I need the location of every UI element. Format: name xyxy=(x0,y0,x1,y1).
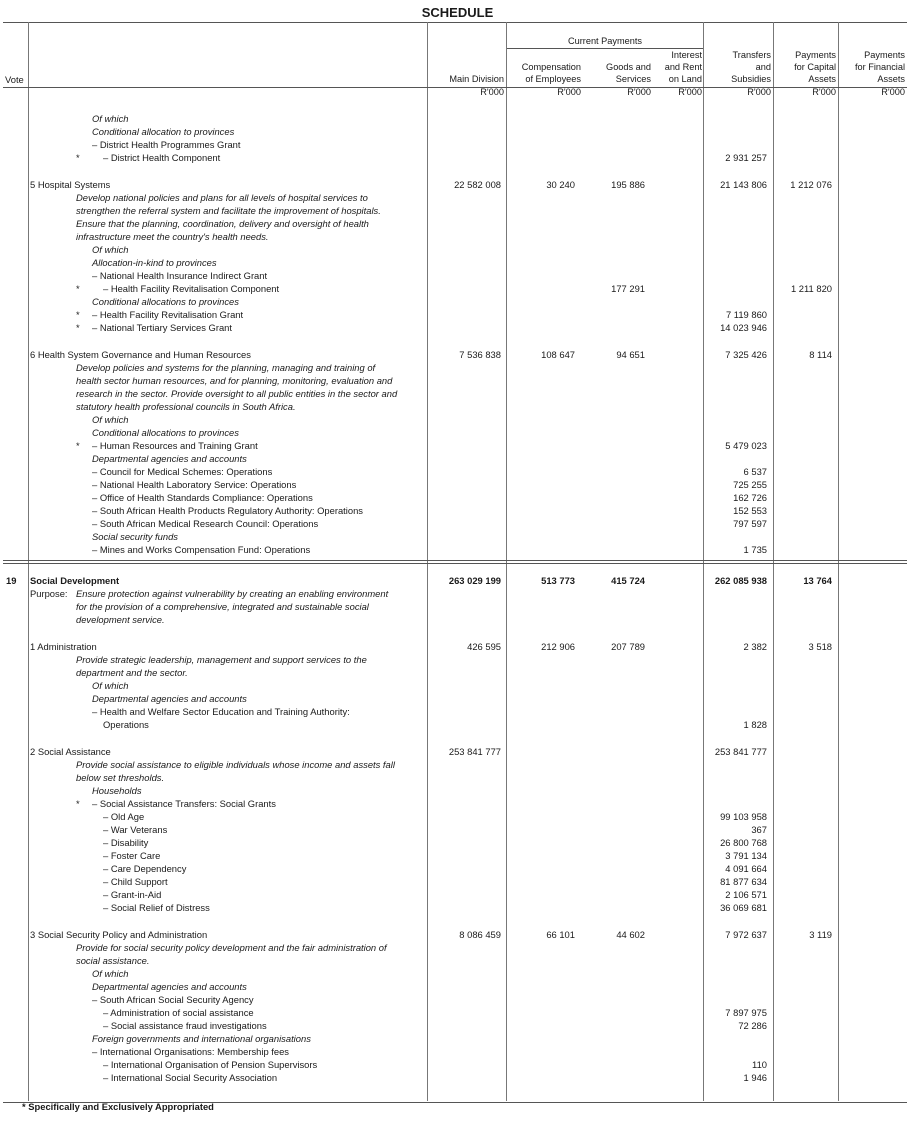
amount-transfers: 14 023 946 xyxy=(720,322,767,333)
line-item-label: – South African Health Products Regulatory Authority: Operations xyxy=(92,505,363,516)
header-interest: Interest xyxy=(671,50,702,60)
line-item-label: – War Veterans xyxy=(103,824,168,835)
amount-main: 8 086 459 xyxy=(459,929,501,940)
amount-goods: 195 886 xyxy=(611,179,645,190)
amount-main: 22 582 008 xyxy=(454,179,501,190)
line-item-label: – Disability xyxy=(103,837,149,848)
vote-title: Social Development xyxy=(30,575,120,586)
amount-transfers: 7 972 637 xyxy=(725,929,767,940)
line-item-label: – Health and Welfare Sector Education and Training Authority: xyxy=(92,706,350,717)
amount-goods: 207 789 xyxy=(611,641,645,652)
line-item-label: Of which xyxy=(92,113,129,124)
amount-goods: 94 651 xyxy=(616,349,645,360)
line-item-label: Ensure that the planning, coordination, delivery and oversight of health xyxy=(76,218,369,229)
amount-transfers: 6 537 xyxy=(743,466,767,477)
purpose-label: Purpose: xyxy=(30,588,68,599)
header-vote: Vote xyxy=(5,74,24,85)
header-capital: Assets xyxy=(808,74,836,84)
amount-goods: 44 602 xyxy=(616,929,645,940)
line-item-label: Allocation-in-kind to provinces xyxy=(92,257,217,268)
amount-transfers: 1 735 xyxy=(743,544,767,555)
line-item-label: strengthen the referral system and facilitate the improvement of hospitals. xyxy=(76,205,381,216)
line-item-label: – International Social Security Association xyxy=(103,1072,278,1083)
header-interest: and Rent xyxy=(664,62,702,72)
line-item-label: – National Tertiary Services Grant xyxy=(92,322,232,333)
line-item-label: infrastructure meet the country's health needs. xyxy=(76,231,269,242)
amount-transfers: 7 325 426 xyxy=(725,349,767,360)
appropriation-marker: * xyxy=(76,798,80,809)
unit-label: R'000 xyxy=(627,87,651,97)
amount-transfers: 253 841 777 xyxy=(714,746,767,757)
column-divider xyxy=(838,22,839,1101)
line-item-label: for the provision of a comprehensive, integrated and sustainable social xyxy=(76,601,369,612)
line-item-label: – Health Facility Revitalisation Component xyxy=(103,283,280,294)
line-item-label: Conditional allocations to provinces xyxy=(92,296,239,307)
line-item-label: – South African Social Security Agency xyxy=(92,994,254,1005)
line-item-label: – International Organisation of Pension Supervisors xyxy=(103,1059,318,1070)
line-item-label: Develop policies and systems for the planning, managing and training of xyxy=(76,362,376,373)
amount-transfers: 162 726 xyxy=(733,492,767,503)
line-item-label: statutory health professional councils in South Africa. xyxy=(76,401,296,412)
header-transfers: Subsidies xyxy=(731,74,771,84)
line-item-label: – Social Relief of Distress xyxy=(103,902,210,913)
line-item-label: – Mines and Works Compensation Fund: Operations xyxy=(92,544,311,555)
header-compensation: of Employees xyxy=(525,74,581,84)
amount-capital: 1 211 820 xyxy=(790,283,832,294)
header-financial: Assets xyxy=(877,74,905,84)
line-item-label: Departmental agencies and accounts xyxy=(92,693,247,704)
amount-transfers: 21 143 806 xyxy=(720,179,767,190)
amount-transfers: 797 597 xyxy=(733,518,767,529)
line-item-label: Of which xyxy=(92,414,129,425)
line-item-label: – International Organisations: Membership fees xyxy=(92,1046,289,1057)
line-item-label: – Council for Medical Schemes: Operations xyxy=(92,466,273,477)
line-item-label: – Child Support xyxy=(103,876,168,887)
line-item-label: – Administration of social assistance xyxy=(103,1007,254,1018)
line-item-label: health sector human resources, and for planning, monitoring, evaluation and xyxy=(76,375,393,386)
unit-label: R'000 xyxy=(812,87,836,97)
line-item-label: – Social assistance fraud investigations xyxy=(103,1020,267,1031)
line-item-label: – Old Age xyxy=(103,811,145,822)
line-item-label: Departmental agencies and accounts xyxy=(92,453,247,464)
amount-comp: 212 906 xyxy=(541,641,575,652)
amount-transfers: 99 103 958 xyxy=(720,811,767,822)
amount-transfers: 2 106 571 xyxy=(725,889,767,900)
unit-label: R'000 xyxy=(480,87,504,97)
amount-transfers: 81 877 634 xyxy=(720,876,767,887)
line-item-label: below set thresholds. xyxy=(76,772,165,783)
amount-transfers: 3 791 134 xyxy=(725,850,767,861)
line-item-label: department and the sector. xyxy=(76,667,188,678)
amount-transfers: 2 382 xyxy=(743,641,767,652)
line-item-label: Foreign governments and international organisations xyxy=(92,1033,311,1044)
line-item-label: – South African Medical Research Council: Operations xyxy=(92,518,319,529)
line-item-label: – Grant-in-Aid xyxy=(103,889,162,900)
line-item-label: – Social Assistance Transfers: Social Grants xyxy=(92,798,276,809)
section-divider xyxy=(3,560,907,561)
amount-transfers: 725 255 xyxy=(733,479,767,490)
programme-title: 3 Social Security Policy and Administration xyxy=(30,929,208,940)
appropriation-marker: * xyxy=(76,440,80,451)
line-item-label: Operations xyxy=(103,719,149,730)
line-item-label: Provide for social security policy development and the fair administration of xyxy=(76,942,387,953)
header-compensation: Compensation xyxy=(521,62,581,72)
line-item-label: Provide social assistance to eligible individuals whose income and assets fall xyxy=(76,759,395,770)
line-item-label: – District Health Programmes Grant xyxy=(92,139,241,150)
section-divider xyxy=(3,563,907,564)
line-item-label: Conditional allocation to provinces xyxy=(92,126,235,137)
header-main-division: Main Division xyxy=(449,74,504,84)
appropriation-marker: * xyxy=(76,283,80,294)
amount-transfers: 26 800 768 xyxy=(720,837,767,848)
amount-capital: 13 764 xyxy=(803,575,832,586)
programme-title: 6 Health System Governance and Human Resources xyxy=(30,349,251,360)
header-current-payments: Current Payments xyxy=(567,36,643,46)
header-capital: Payments xyxy=(795,50,836,60)
amount-transfers: 1 828 xyxy=(743,719,767,730)
line-item-label: Ensure protection against vulnerability by creating an enabling environment xyxy=(76,588,389,599)
appropriation-marker: * xyxy=(76,309,80,320)
amount-transfers: 7 119 860 xyxy=(725,309,767,320)
amount-comp: 513 773 xyxy=(541,575,575,586)
header-capital: for Capital xyxy=(794,62,836,72)
amount-transfers: 7 897 975 xyxy=(725,1007,767,1018)
appropriation-marker: * xyxy=(76,152,80,163)
amount-comp: 108 647 xyxy=(541,349,575,360)
amount-transfers: 1 946 xyxy=(743,1072,767,1083)
line-item-label: – Human Resources and Training Grant xyxy=(92,440,258,451)
line-item-label: development service. xyxy=(76,614,165,625)
amount-transfers: 2 931 257 xyxy=(725,152,767,163)
amount-goods: 177 291 xyxy=(611,283,645,294)
header-transfers: and xyxy=(755,62,771,72)
vote-number: 19 xyxy=(6,575,17,586)
column-divider xyxy=(28,22,29,1101)
amount-goods: 415 724 xyxy=(611,575,645,586)
amount-transfers: 5 479 023 xyxy=(725,440,767,451)
amount-transfers: 72 286 xyxy=(738,1020,767,1031)
amount-capital: 3 119 xyxy=(809,929,832,940)
line-item-label: – National Health Laboratory Service: Operations xyxy=(92,479,297,490)
amount-transfers: 4 091 664 xyxy=(725,863,767,874)
header-financial: for Financial xyxy=(854,62,905,72)
line-item-label: Of which xyxy=(92,968,129,979)
line-item-label: – Health Facility Revitalisation Grant xyxy=(92,309,244,320)
unit-label: R'000 xyxy=(678,87,702,97)
header-interest: on Land xyxy=(668,74,702,84)
programme-title: 1 Administration xyxy=(30,641,97,652)
amount-capital: 1 212 076 xyxy=(790,179,832,190)
line-item-label: – Foster Care xyxy=(103,850,161,861)
unit-label: R'000 xyxy=(747,87,771,97)
line-item-label: – District Health Component xyxy=(103,152,221,163)
page-title: SCHEDULE xyxy=(421,5,494,20)
line-item-label: Provide strategic leadership, management and support services to the xyxy=(76,654,367,665)
amount-transfers: 152 553 xyxy=(733,505,767,516)
programme-title: 2 Social Assistance xyxy=(30,746,111,757)
appropriation-marker: * xyxy=(76,322,80,333)
amount-capital: 3 518 xyxy=(808,641,832,652)
line-item-label: Social security funds xyxy=(92,531,178,542)
line-item-label: research in the sector. Provide oversight to all public entities in the sector and xyxy=(76,388,398,399)
amount-main: 7 536 838 xyxy=(459,349,501,360)
amount-main: 426 595 xyxy=(467,641,501,652)
header-financial: Payments xyxy=(864,50,905,60)
line-item-label: Conditional allocations to provinces xyxy=(92,427,239,438)
line-item-label: – Care Dependency xyxy=(103,863,187,874)
amount-comp: 66 101 xyxy=(546,929,575,940)
amount-transfers: 110 xyxy=(752,1059,767,1070)
line-item-label: Departmental agencies and accounts xyxy=(92,981,247,992)
amount-main: 263 029 199 xyxy=(448,575,501,586)
line-item-label: Develop national policies and plans for all levels of hospital services to xyxy=(76,192,368,203)
line-item-label: social assistance. xyxy=(76,955,150,966)
header-goods: Goods and xyxy=(606,62,651,72)
line-item-label: – National Health Insurance Indirect Grant xyxy=(92,270,268,281)
footnote: * Specifically and Exclusively Appropriated xyxy=(22,1101,214,1112)
header-goods: Services xyxy=(615,74,651,84)
programme-title: 5 Hospital Systems xyxy=(30,179,111,190)
amount-main: 253 841 777 xyxy=(448,746,501,757)
amount-comp: 30 240 xyxy=(546,179,575,190)
line-item-label: – Office of Health Standards Compliance: Operations xyxy=(92,492,313,503)
amount-transfers: 262 085 938 xyxy=(714,575,767,586)
line-item-label: Of which xyxy=(92,244,129,255)
unit-label: R'000 xyxy=(557,87,581,97)
line-item-label: Households xyxy=(92,785,142,796)
amount-transfers: 36 069 681 xyxy=(720,902,767,913)
unit-label: R'000 xyxy=(881,87,905,97)
amount-capital: 8 114 xyxy=(809,349,832,360)
line-item-label: Of which xyxy=(92,680,129,691)
amount-transfers: 367 xyxy=(751,824,767,835)
header-transfers: Transfers xyxy=(732,50,771,60)
